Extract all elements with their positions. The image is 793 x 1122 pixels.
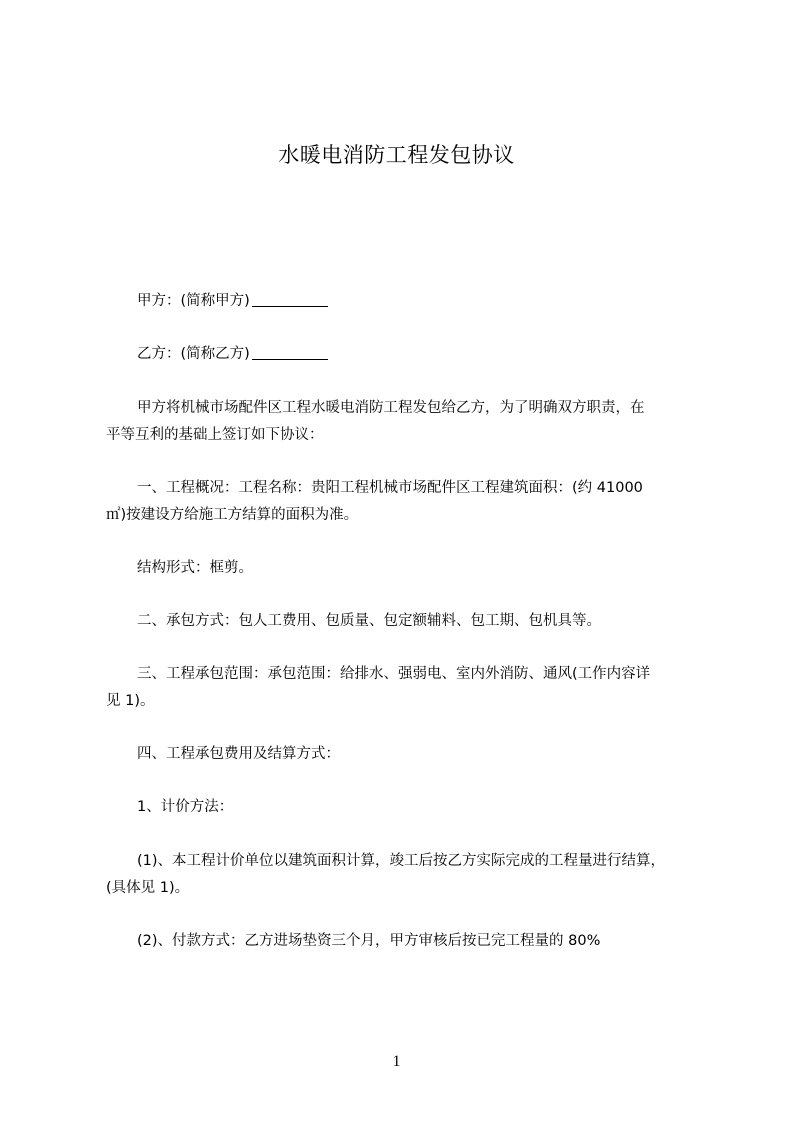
party-b-label: 乙方：(简称乙方)	[137, 346, 250, 362]
party-a-line	[137, 287, 328, 315]
section2-line: 二、承包方式：包人工费用、包质量、包定额辅料、包工期、包机具等。	[137, 613, 601, 629]
intro-line-1: 甲方将机械市场配件区工程水暖电消防工程发包给乙方，为了明确双方职责，在	[137, 400, 645, 416]
page-number: 1	[392, 1053, 401, 1070]
section4-line: 四、工程承包费用及结算方式：	[137, 746, 340, 762]
party-a-blank	[252, 292, 328, 307]
party-b-blank	[252, 345, 328, 360]
party-b-line	[137, 340, 328, 368]
section1-line-2: ㎡)按建设方给施工方结算的面积为准。	[106, 507, 359, 523]
intro-line-2: 平等互利的基础上签订如下协议：	[106, 427, 324, 443]
document-title: 水暖电消防工程发包协议	[278, 143, 515, 167]
section1-line-1: 一、工程概况：工程名称：贵阳工程机械市场配件区工程建筑面积：(约 41000	[137, 480, 643, 496]
party-a-label: 甲方：(简称甲方)	[137, 293, 250, 309]
item1-line-2: (具体见 1)。	[106, 880, 190, 896]
item1-line-1: (1)、本工程计价单位以建筑面积计算，竣工后按乙方实际完成的工程量进行结算，	[137, 853, 666, 869]
section3-line-1: 三、工程承包范围：承包范围：给排水、强弱电、室内外消防、通风(工作内容详	[137, 666, 651, 682]
section3-line-2: 见 1)。	[106, 693, 155, 709]
structure-line: 结构形式：框剪。	[137, 560, 253, 576]
item2-line: (2)、付款方式：乙方进场垫资三个月，甲方审核后按已完工程量的 80%	[137, 933, 601, 949]
pricing-line: 1、计价方法：	[137, 799, 234, 815]
